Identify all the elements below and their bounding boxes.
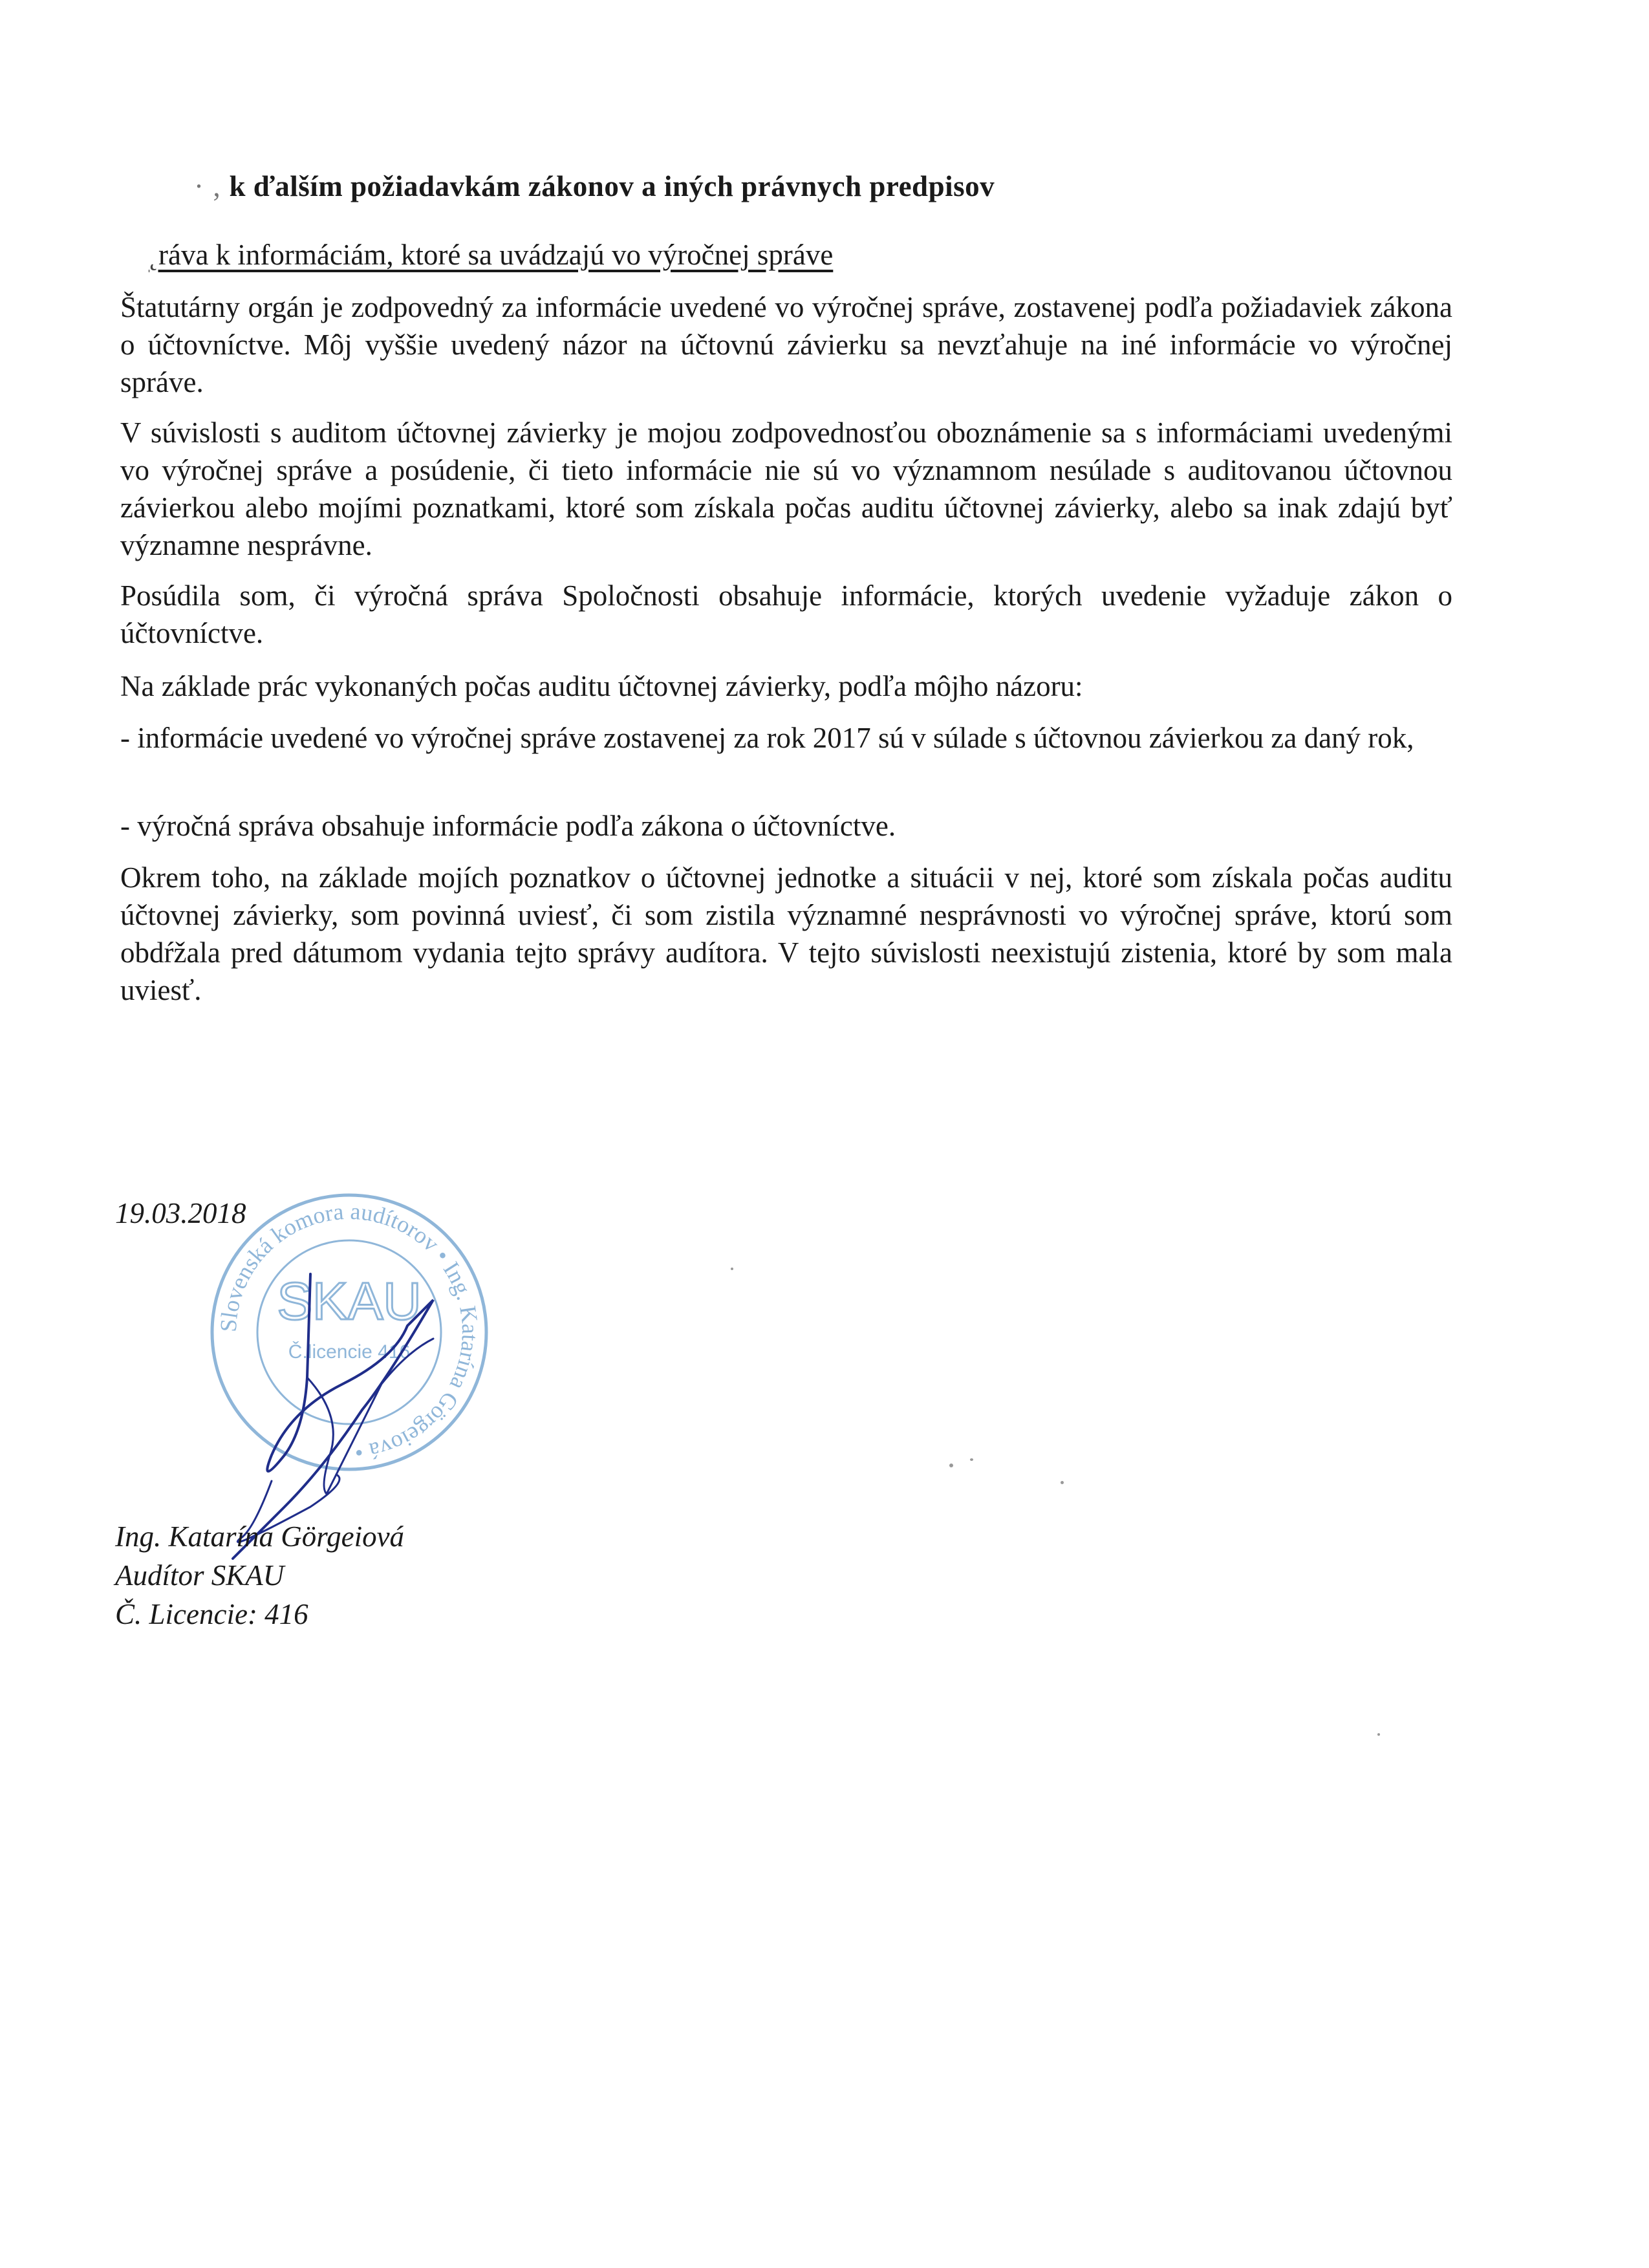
signature-stroke (307, 1339, 433, 1494)
stamp-logo: SKAU (277, 1272, 422, 1331)
stamp-ring-text: Slovenská komora audítorov • Ing. Katarína Görgeiová • (215, 1198, 484, 1466)
scan-speck (949, 1463, 953, 1467)
report-date: 19.03.2018 (115, 1197, 246, 1229)
paragraph-auditor-duty: V súvislosti s auditom účtovnej závierky je mojou zodpovednosťou oboznámenie sa s informáciami uvedenými vo výročnej správe a posúdenie, či tieto informácie nie sú vo významnom nesúlade s auditovanou účtovnou závierkou alebo mojími poznatkami, ktoré som získala počas auditu účtovnej závierky, alebo sa inak zdajú byť významne nesprávne. (120, 416, 1452, 561)
signature-stroke (233, 1274, 433, 1559)
scan-mark: · ‚ (194, 170, 230, 202)
section-subheading (149, 238, 833, 272)
auditor-license: Č. Licencie: 416 (115, 1598, 308, 1630)
section-heading (194, 169, 995, 203)
auditor-name: Ing. Katarína Görgeiová (115, 1520, 405, 1553)
scan-speck (731, 1268, 733, 1270)
section-subheading-text: ráva k informáciám, ktoré sa uvádzajú vo výročnej správe (158, 239, 834, 271)
paragraph-assessment: Posúdila som, či výročná správa Spoločnosti obsahuje informácie, ktorých uvedenie vyžaduje zákon o účtovníctve. (120, 579, 1452, 649)
auditor-role: Audítor SKAU (115, 1559, 285, 1592)
paragraph-responsibility: Štatutárny orgán je zodpovedný za informácie uvedené vo výročnej správe, zostavenej podľa požiadaviek zákona o účtovníctve. Môj vyššie uvedený názor na účtovnú závierku sa nevzťahuje na iné informácie vo výročnej správe. (120, 291, 1452, 398)
section-heading-text: k ďalším požiadavkám zákonov a iných právnych predpisov (229, 170, 995, 202)
opinion-bullet-2: - výročná správa obsahuje informácie podľa zákona o účtovníctve. (120, 810, 896, 842)
opinion-bullet-1: - informácie uvedené vo výročnej správe zostavenej za rok 2017 sú v súlade s účtovnou závierkou za daný rok, (120, 722, 1414, 754)
scan-speck (970, 1458, 973, 1461)
scan-speck (1377, 1733, 1380, 1736)
stamp-license: Č.licencie 416 (288, 1341, 411, 1363)
scan-mark: ˛ (149, 239, 158, 271)
paragraph-findings: Okrem toho, na základe mojích poznatkov o účtovnej jednotke a situácii v nej, ktoré som získala počas auditu účtovnej závierky, som povinná uviesť, či som zistila významné nesprávnosti vo výročnej správe, ktorú som obdŕžala pred dátumom vydania tejto správy audítora. V tejto súvislosti neexistujú zistenia, ktoré by som mala uviesť. (120, 861, 1452, 1006)
scan-speck (1061, 1481, 1064, 1484)
paragraph-opinion-intro: Na základe prác vykonaných počas auditu účtovnej závierky, podľa môjho názoru: (120, 670, 1083, 702)
